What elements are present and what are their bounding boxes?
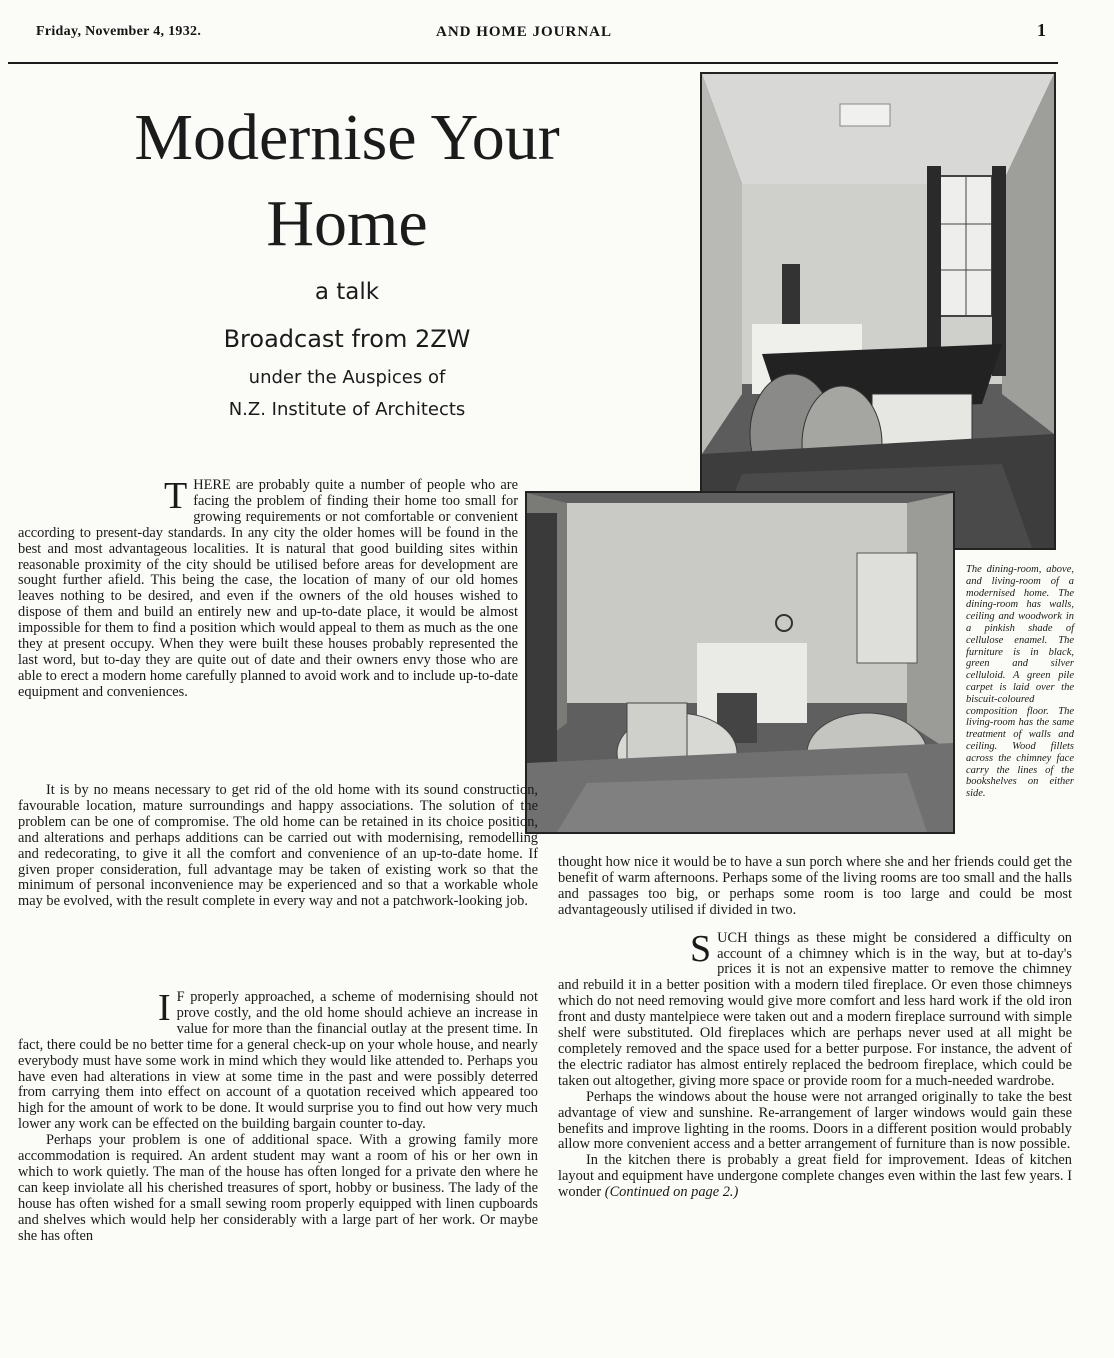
page-number: 1 [1037,20,1047,40]
header-rule [8,62,1058,64]
paragraph-2: It is by no means necessary to get rid of the old home with its sound construction, favourable location, mature surroundings and happy associations. The solution of the problem can be one of compromise. The old home can be retained in its choice position, and alterations and perhaps additions can be carried out with modernising, remodelling and redecorating, to give it all the comfort and convenience of an up-to-date home. If given proper consideration, full advantage may be taken of existing work so that the minimum of personal inconvenience may be experienced and so that a workable whole may be evolved, with the result complete in every way and not a patchwork-looking job. [18,782,538,910]
subtitle-broadcast: Broadcast from 2ZW [223,325,471,353]
left-column-lower [18,987,538,1245]
living-room-illustration [527,493,953,832]
paragraph-3: I F properly approached, a scheme of modernising should not prove costly, and the old home should achieve an increase in value for more than the financial outlay at the present time. In fact, there could be no better time for a general check-up on your whole house, and nearly everybody must have some work in mind which they would like attended to. Perhaps you have even had alterations in view at some time in the past and were possibly deterred from carrying them into effect on account of a quotation received which appeared too high for the amount of work to be done. It would surprise you to find out how very much lower any work can be effected on the building bargain counter to-day. [18,987,538,1133]
dining-room-illustration [702,74,1054,548]
drop-cap-t: T [164,475,188,517]
drop-cap-i: I [158,987,171,1029]
issue-date: Friday, November 4, 1932. [36,24,202,39]
subtitle-institute: N.Z. Institute of Architects [228,399,466,420]
paragraph-1: THERE are probably quite a number of people who are facing the problem of finding their home too small for growing requirements or not comfortable or convenient according to present-day standards. In any city the older homes will be found in the best and most advantageous localities. It is natural that good building sites within reasonable proximity of the city should be utilised before areas for development are sought further afield. This being the case, the location of many of our old homes leaves nothing to be desired, and even if the owners of the old houses wished to dispose of them and build an entirely new and up-to-date place, it would be almost impossible for them to find a position which would appeal to them as much as the one they at present occupy. When they were built these houses probably represented the last word, but to-day they are quite out of date and their owners envy those who are able to erect a modern home carefully planned to avoid work and to include up-to-date equipment and conveniences. [18,475,518,700]
subtitle-talk: a talk [314,279,380,305]
left-column-p2 [18,783,538,910]
dining-room-photo [700,72,1056,550]
subtitle-auspices: under the Auspices of [248,367,446,388]
right-column [558,855,1072,1201]
living-room-photo [525,491,955,834]
article-title [14,95,680,267]
paragraph-5: thought how nice it would be to have a sun porch where she and her friends could get the benefit of warm afternoons. Perhaps some of the living rooms are too small and the halls and passages too big, or perhaps some room is too large and could be most advantageously utilised if divided in two. [558,854,1072,918]
paragraph-6: SUCH things as these might be considered a difficulty on account of a chimney which is in the way, but at to-day's prices it is not an expensive matter to remove the chimney and rebuild it in a better position with a modern tiled fireplace. Or even those chimneys which do not need removing would give more comfort and less hard work if the old iron front and dusty mantelpiece were taken out and a modern fireplace surround with simple shelf were substituted. Old fireplaces which are perhaps never used at all might be completely removed and the space used for a better purpose. For instance, the advent of the electric radiator has almost entirely replaced the bedroom fireplace, which could be taken out altogether, giving more space or provide room for a much-needed wardrobe. [558,927,1072,1089]
paragraph-8: In the kitchen there is probably a great field for improvement. Ideas of kitchen layout and equipment have undergone complete changes even within the last few years. I wonder (Continued on page 2.) [558,1152,1072,1201]
photo-caption: The dining-room, above, and living-room of a modernised home. The dining-room has walls, ceiling and woodwork in a pinkish shade of cellulose enamel. The furniture is in black, green and silver celluloid. A green pile carpet is laid over the biscuit-coloured composition floor. The living-room has the same treatment of walls and ceiling. Wood fillets across the chimney face carry the lines of the bookshelves on either side. [966,564,1074,800]
journal-name: AND HOME JOURNAL [436,24,612,40]
left-column-upper [18,475,518,701]
paragraph-7: Perhaps the windows about the house were not arranged originally to take the best advantage of view and sunshine. Re-arrangement of larger windows would gain these benefits and improve lighting in the rooms. Doors in a different position would probably allow more convenient access and a better arrangement of furniture than is now possible. [558,1088,1072,1153]
continued-note: (Continued on page 2.) [604,1184,739,1201]
title-line-2: Home [266,187,428,260]
drop-cap-s: S [690,927,712,970]
paragraph-4: Perhaps your problem is one of additional space. With a growing family more accommodation is required. An ardent student may want a room of his or her own in which to work quietly. The man of the house has often longed for a private den where he can keep inviolate all his cherished treasures of sport, hobby or business. The lady of the house has often wished for a small sewing room properly equipped with linen cupboards and shelves which would help her considerably with a large part of her work. Or maybe she has often [18,1132,538,1244]
title-line-1: Modernise Your [134,101,560,174]
